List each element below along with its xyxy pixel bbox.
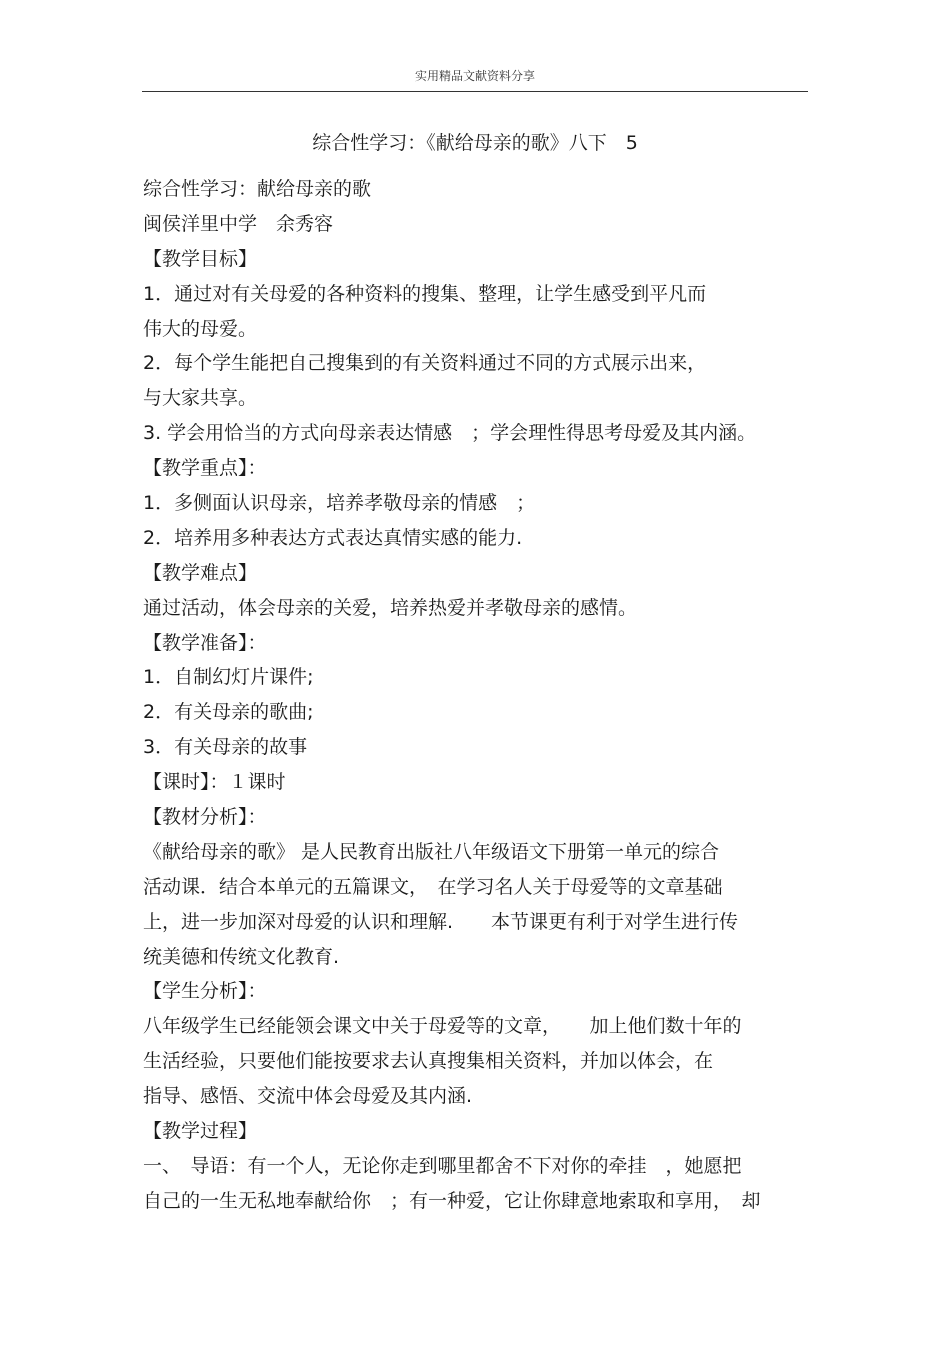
body-line: 1．自制幻灯片课件; (143, 666, 314, 689)
body-line: 1．多侧面认识母亲，培养孝敬母亲的情感 ； (143, 492, 536, 515)
section-heading: 【教学目标】 (143, 247, 258, 270)
section-heading: 【教学过程】 (143, 1120, 258, 1143)
body-line: 闽侯洋里中学 余秀容 (143, 212, 334, 235)
document-body (143, 172, 808, 1219)
section-heading: 【教学重点】： (143, 457, 267, 480)
section-heading: 【教材分析】： (143, 806, 267, 829)
page-header: 实用精品文献资料分享 (414, 69, 535, 83)
body-line: 3. 学会用恰当的方式向母亲表达情感 ；学会理性得思考母爱及其内涵。 (143, 422, 757, 445)
body-line: 综合性学习：献给母亲的歌 (143, 178, 372, 200)
body-line: 2．每个学生能把自己搜集到的有关资料通过不同的方式展示出来， (143, 352, 707, 375)
body-line: 统美德和传统文化教育. (143, 945, 340, 968)
body-line: 自己的一生无私地奉献给你 ；有一种爱，它让你肆意地索取和享用， 却 (143, 1189, 761, 1212)
body-line: 2．有关母亲的歌曲; (143, 701, 314, 724)
section-heading: 【课时】：１课时 (143, 771, 286, 794)
body-line: 指导、感悟、交流中体会母爱及其内涵. (143, 1085, 473, 1108)
body-line: 伟大的母爱。 (143, 317, 258, 340)
section-heading: 【教学难点】 (143, 561, 258, 584)
body-line: 通过活动，体会母亲的关爱，培养热爱并孝敬母亲的感情。 (143, 596, 638, 619)
document-title: 综合性学习：《献给母亲的歌》八下 5 (312, 132, 638, 154)
body-line: 一、 导语：有一个人，无论你走到哪里都舍不下对你的牵挂 ，她愿把 (143, 1154, 742, 1177)
header-divider (142, 91, 808, 92)
body-line: 活动课．结合本单元的五篇课文， 在学习名人关于母爱等的文章基础 (143, 875, 723, 898)
body-line: 生活经验，只要他们能按要求去认真搜集相关资料，并加以体会，在 (143, 1050, 714, 1073)
body-line: 2．培养用多种表达方式表达真情实感的能力. (143, 526, 523, 549)
body-line: 与大家共享。 (143, 387, 258, 410)
section-heading: 【学生分析】： (143, 980, 267, 1003)
body-line: 1．通过对有关母爱的各种资料的搜集、整理，让学生感受到平凡而 (143, 282, 707, 305)
body-line: 3．有关母亲的故事 (143, 736, 308, 759)
section-heading: 【教学准备】： (143, 631, 267, 654)
body-line: 八年级学生已经能领会课文中关于母爱等的文章， 加上他们数十年的 (143, 1015, 742, 1038)
body-line: 上，进一步加深对母爱的认识和理解. 本节课更有利于对学生进行传 (143, 910, 739, 933)
body-line: 《献给母亲的歌》 是人民教育出版社八年级语文下册第一单元的综合 (143, 840, 720, 863)
